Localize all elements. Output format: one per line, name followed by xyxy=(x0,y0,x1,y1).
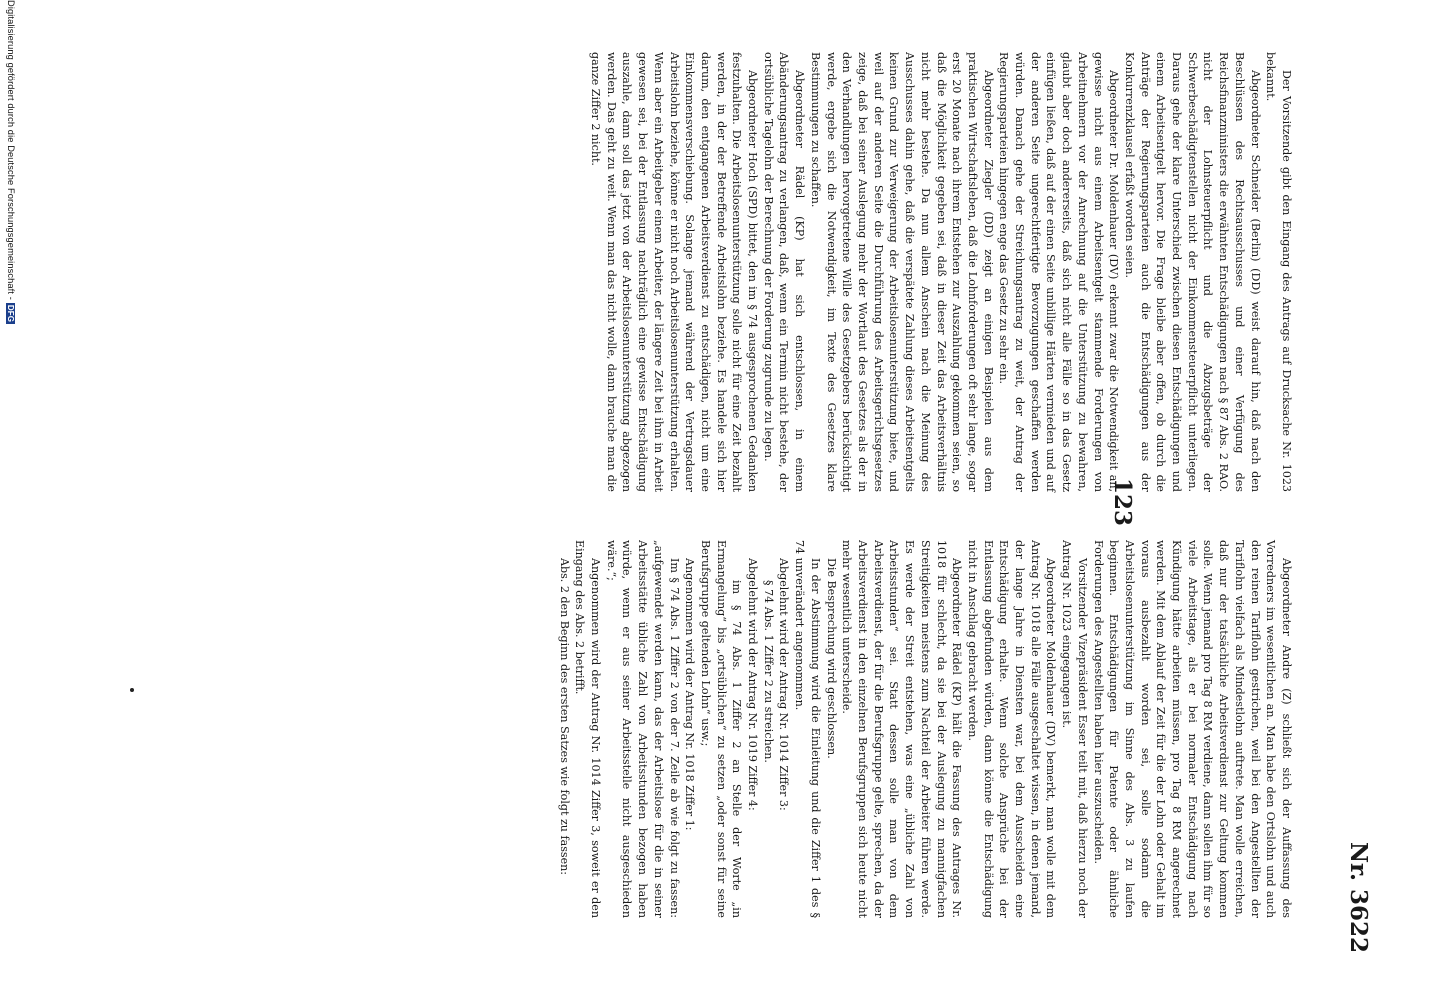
paragraph: Abgelehnt wird der Antrag Nr. 1014 Ziffer 3: xyxy=(777,558,791,811)
paragraph: Abgelehnt wird der Antrag Nr. 1019 Ziffer 4: xyxy=(746,558,760,811)
paragraph: Angenommen wird der Antrag Nr. 1018 Ziffer 1: xyxy=(683,558,697,831)
right-column xyxy=(556,540,1294,918)
paragraph: Abgeordneter Ziegler (DD) zeigt an einigen Beispielen aus dem praktischen Wirtschaftsleben, daß die Lohnforderungen oft sehr lange, sogar erst 20 Monate nach ihrem Entstehen zur Auszahlung gekommen seien, so daß die Möglichkeit gegeben sei, daß in dieser Zeit das Arbeitsverhältnis nicht mehr bestehe. Da nun allem Anschein nach die Meinung des Ausschusses dahin gehe, daß die verspätete Zahlung dieses Arbeitsentgelts keinen Grund zur Verweigerung der Arbeitslosenunterstützung biete, und weil auf der anderen Seite die Durchführung des Arbeitsgerichtsgesetzes zeige, daß bei seiner Auslegung mehr der Wortlaut des Gesetzes als der in den Verhandlungen hervorgetretene Wille des Gesetzgebers berücksichtigt werde, ergebe sich die Notwendigkeit, im Texte des Gesetzes klare Bestimmungen zu schaffen. xyxy=(808,52,995,492)
page-number: 123 xyxy=(1109,478,1136,527)
paragraph: Der Vorsitzende gibt den Eingang des Antrags auf Drucksache Nr. 1023 bekannt. xyxy=(1264,52,1293,492)
paragraph: Abgeordneter Andre (Z) schließt sich der Auffassung des Vorredners im wesentlichen an. Man habe den Ortslohn und auch den reinen Tariflohn gestrichen, weil bei den Angestellten der Tariflohn vielfach als Mindestlohn auftrete. Man wolle erreichen, daß nur der tatsächliche Arbeitsverdienst zur Geltung kommen solle. Wenn jemand pro Tag 8 RM verdiene, dann sollen ihm für so viele Arbeitstage, als er bei normaler Entschädigung nach Kündigung hätte arbeiten müssen, pro Tag 8 RM angerechnet werden. Mit dem Ablauf der Zeit für die der Lohn oder Gehalt im voraus ausbezahlt worden sei, solle sodann die Arbeitslosenunterstützung im Sinne des Abs. 3 zu laufen beginnen. Entschädigungen für Patente oder ähnliche Forderungen des Angestellten haben hier auszuscheiden. xyxy=(1091,540,1293,918)
paragraph: im § 74 Abs. 1 Ziffer 2 an Stelle der Worte „in Ermangelung“ bis „ortsüblichen“ zu setzen „oder sonst für seine Berufsgruppe geltenden Lohn“ usw.; xyxy=(698,540,744,918)
dfg-logo: DFG xyxy=(6,304,15,323)
paragraph: § 74 Abs. 1 Ziffer 2 zu streichen. xyxy=(761,580,775,763)
digitization-footer xyxy=(6,0,16,1000)
paragraph: Abgeordneter Dr. Moldenhauer (DV) erkennt zwar die Notwendigkeit an, gewisse nicht aus einem Arbeitsentgelt stammende Forderungen von Arbeitnehmern vor der Anrechnung auf die Unterstützung zu bewahren, glaubt aber doch andererseits, daß sich nicht alle Fälle so in das Gesetz einfügen ließen, daß auf der einen Seite unbillige Härten vermieden und auf der anderen Seite ungerechtfertigte Bevorzugungen geschaffen werden würden. Danach gehe der Streichungsantrag zu weit, der Antrag der Regierungsparteien hingegen enge das Gesetz zu sehr ein. xyxy=(997,52,1121,492)
paragraph: Abgeordneter Rädel (KP) hat sich entschlossen, in einem Abänderungsantrag zu verlangen, daß, wenn ein Termin nicht bestehe, der ortsübliche Tagelohn der Berechnung der Forderung zugrunde zu legen. xyxy=(761,52,807,492)
paragraph: Vorsitzender Vizepräsident Esser teilt mit, daß hierzu noch der Antrag Nr. 1023 eingegangen ist. xyxy=(1060,540,1089,918)
paragraph: Abgeordneter Schneider (Berlin) (DD) weist darauf hin, daß nach den Beschlüssen des Rechtsausschusses und einer Verfügung des Reichsfinanzministers die erwähnten Entschädigungen nach § 87 Abs. 2 RAO. nicht der Lohnsteuerpflicht und die Abzugsbeträge der Schwerbeschädigtenstellen nicht der Einkommensteuerpflicht unterliegen. Daraus gehe der klare Unterschied zwischen diesen Entschädigungen und einem Arbeitsentgelt hervor. Die Frage bleibe aber offen, ob durch die Anträge der Regierungsparteien auch die Entschädigungen aus der Konkurrenzklausel erfaßt worden seien. xyxy=(1122,52,1262,492)
paragraph: Im § 74 Abs. 1 Ziffer 2 von der 7. Zeile ab wie folgt zu fassen: „aufgewendet werden kann, das der Arbeitslose für die in seiner Arbeitsstätte übliche Zahl von Arbeitsstunden bezogen haben würde, wenn er aus seiner Arbeitsstelle nicht ausgeschieden wäre.“; xyxy=(604,540,681,918)
paragraph: Die Besprechung wird geschlossen. xyxy=(824,558,838,759)
paragraph: In der Abstimmung wird die Einleitung und die Ziffer 1 des § 74 unverändert angenommen. xyxy=(793,540,822,918)
ink-dot xyxy=(130,688,134,692)
paragraph: Abgeordneter Hoch (SPD) bittet, den im § 74 ausgesprochenen Gedanken festzuhalten. Die Arbeitslosenunterstützung solle nicht für eine Zeit bezahlt werden, in der der Betreffende Arbeitslohn beziehe. Es handele sich hier darum, den entgangenen Arbeitsverdienst zu entschädigen, nicht um eine Einkommensverschiebung. Solange jemand während der Vertragsdauer Arbeitslohn beziehe, könne er nicht noch Arbeitslosenunterstützung erhalten. Wenn aber ein Arbeitgeber einem Arbeiter, der längere Zeit bei ihm in Arbeit gewesen sei, bei der Entlassung nachträglich eine gewisse Entschädigung auszahle, dann soll das jetzt von der Arbeitslosenunterstützung abgezogen werden. Das geht zu weit. Wenn man das nicht wolle, dann brauche man die ganze Ziffer 2 nicht. xyxy=(589,52,760,492)
document-number: Nr. 3622 xyxy=(1345,842,1372,954)
paragraph: Abs. 2 den Beginn des ersten Satzes wie folgt zu fassen: xyxy=(557,558,571,876)
left-column xyxy=(587,52,1294,492)
paragraph: Abgeordneter Rädel (KP) hält die Fassung des Antrages Nr. 1018 für schlecht, da sie bei der Auslegung zu mannigfachen Streitigkeiten meistens zum Nachteil der Arbeiter führen werde. Es werde der Streit entstehen, was eine „übliche Zahl von Arbeitsstunden“ sei. Statt dessen solle man von dem Arbeitsverdienst, der für die Berufsgruppe gelte, sprechen, da der Arbeitsverdienst in den einzelnen Berufsgruppen sich heute nicht mehr wesentlich unterscheide. xyxy=(840,540,964,918)
paragraph: Abgeordneter Moldenhauer (DV) bemerkt, man wolle mit dem Antrag Nr. 1018 alle Fälle ausgeschaltet wissen, in denen jemand, der lange Jahre in Diensten war, bei dem Ausscheiden eine Entschädigung erhalte. Wenn solche Ansprüche bei der Entlassung abgefunden würden, dann könne die Entschädigung nicht in Anschlag gebracht werden. xyxy=(965,540,1058,918)
paragraph: Angenommen wird der Antrag Nr. 1014 Ziffer 3, soweit er den Eingang des Abs. 2 betrifft. xyxy=(573,540,603,918)
footer-text: Digitalisierung gefördert durch die Deutsche Forschungsgemeinschaft - xyxy=(6,0,16,300)
